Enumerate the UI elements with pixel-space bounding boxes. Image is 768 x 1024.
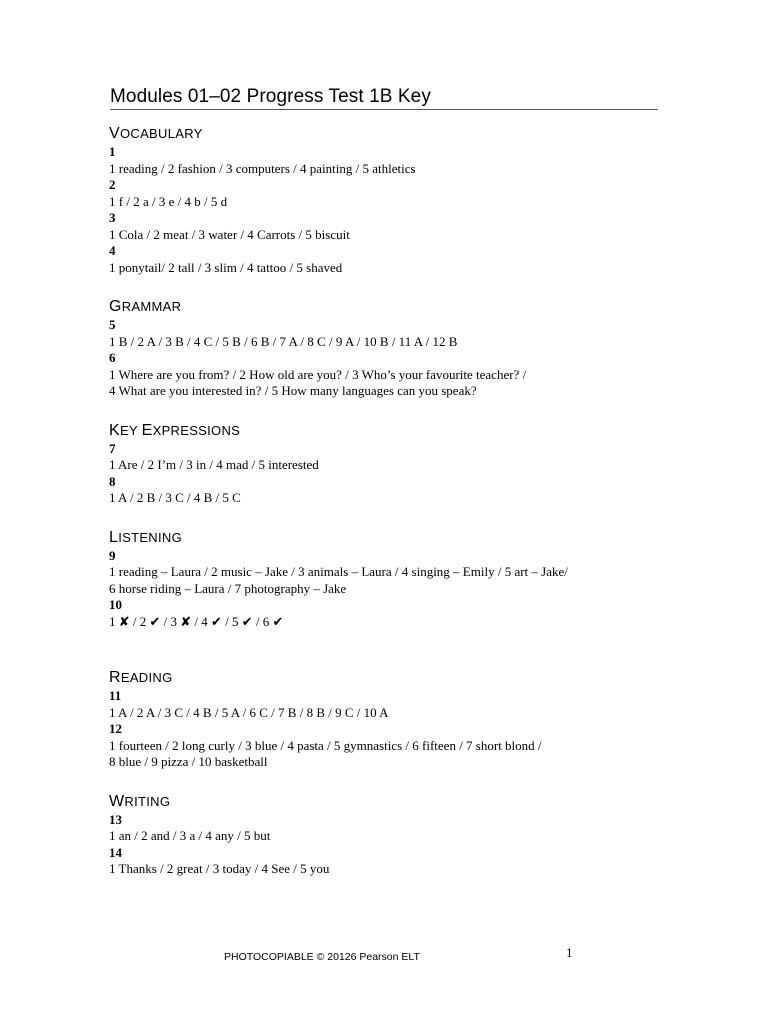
section-heading-vocabulary: VOCABULARY <box>109 125 203 142</box>
answer-line: 6 horse riding – Laura / 7 photography – Jake <box>109 580 347 596</box>
title-underline <box>110 109 658 110</box>
answer-line: 1 B / 2 A / 3 B / 4 C / 5 B / 6 B / 7 A / 8 C / 9 A / 10 B / 11 A / 12 B <box>109 333 458 349</box>
page-title: Modules 01–02 Progress Test 1B Key <box>110 86 431 107</box>
section-grammar <box>109 297 669 400</box>
section-spacer <box>109 771 669 792</box>
section-spacer <box>109 630 669 668</box>
answer-line: 8 blue / 9 pizza / 10 basketball <box>109 754 268 769</box>
answer-line: 1 f / 2 a / 3 e / 4 b / 5 d <box>109 193 228 209</box>
section-listening <box>109 528 669 631</box>
answer-line: 1 A / 2 A / 3 C / 4 B / 5 A / 6 C / 7 B / 8 B / 9 C / 10 A <box>109 704 389 720</box>
section-writing <box>109 792 669 878</box>
section-heading-key-expressions: KEY EXPRESSIONS <box>109 421 241 439</box>
answer-line: 1 Cola / 2 meat / 3 water / 4 Carrots / 5 biscuit <box>109 226 350 242</box>
question-number: 9 <box>109 547 116 563</box>
section-heading-writing: WRITING <box>109 792 171 810</box>
question-number: 8 <box>109 473 116 489</box>
question-number: 6 <box>109 350 116 365</box>
footer-copyright: PHOTOCOPIABLE © 20126 Pearson ELT <box>224 951 420 963</box>
answer-line: 1 A / 2 B / 3 C / 4 B / 5 C <box>109 490 241 505</box>
answer-line: 1 reading / 2 fashion / 3 computers / 4 painting / 5 athletics <box>109 160 416 176</box>
question-number: 2 <box>109 177 116 192</box>
answer-line: 1 Where are you from? / 2 How old are you? / 3 Who’s your favourite teacher? / <box>109 366 527 382</box>
question-number: 5 <box>109 317 116 332</box>
answer-line: 1 Are / 2 I’m / 3 in / 4 mad / 5 interested <box>109 457 319 472</box>
question-number: 14 <box>109 844 122 860</box>
section-vocabulary <box>109 124 669 276</box>
section-key-expressions <box>109 421 669 507</box>
section-heading-reading: READING <box>109 669 173 686</box>
answer-line: 1 reading – Laura / 2 music – Jake / 3 animals – Laura / 4 singing – Emily / 5 art – Jake/ <box>109 564 568 579</box>
answer-line: 1 fourteen / 2 long curly / 3 blue / 4 pasta / 5 gymnastics / 6 fifteen / 7 short blond / <box>109 737 542 753</box>
section-heading-grammar: GRAMMAR <box>109 298 182 315</box>
answer-line: 1 an / 2 and / 3 a / 4 any / 5 but <box>109 828 271 843</box>
question-number: 13 <box>109 811 122 827</box>
question-number: 11 <box>109 688 122 703</box>
page-number: 1 <box>566 945 573 960</box>
question-number: 7 <box>109 440 116 456</box>
answer-line: 4 What are you interested in? / 5 How many languages can you speak? <box>109 383 477 398</box>
section-reading <box>109 668 669 771</box>
answer-line: 1 Thanks / 2 great / 3 today / 4 See / 5 you <box>109 861 330 876</box>
question-number: 4 <box>109 243 116 258</box>
question-number: 3 <box>109 210 116 225</box>
answer-line: 1 ponytail/ 2 tall / 3 slim / 4 tattoo / 5 shaved <box>109 259 343 275</box>
question-number: 12 <box>109 721 122 736</box>
question-number: 1 <box>109 144 116 159</box>
answer-line-check-marks: 1 ✘ / 2 ✔ / 3 ✘ / 4 ✔ / 5 ✔ / 6 ✔ <box>109 613 284 629</box>
question-number: 10 <box>109 597 122 612</box>
section-spacer <box>109 400 669 421</box>
section-spacer <box>109 276 669 297</box>
section-heading-listening: LISTENING <box>109 528 182 546</box>
section-spacer <box>109 507 669 528</box>
answer-key-content <box>109 124 669 878</box>
